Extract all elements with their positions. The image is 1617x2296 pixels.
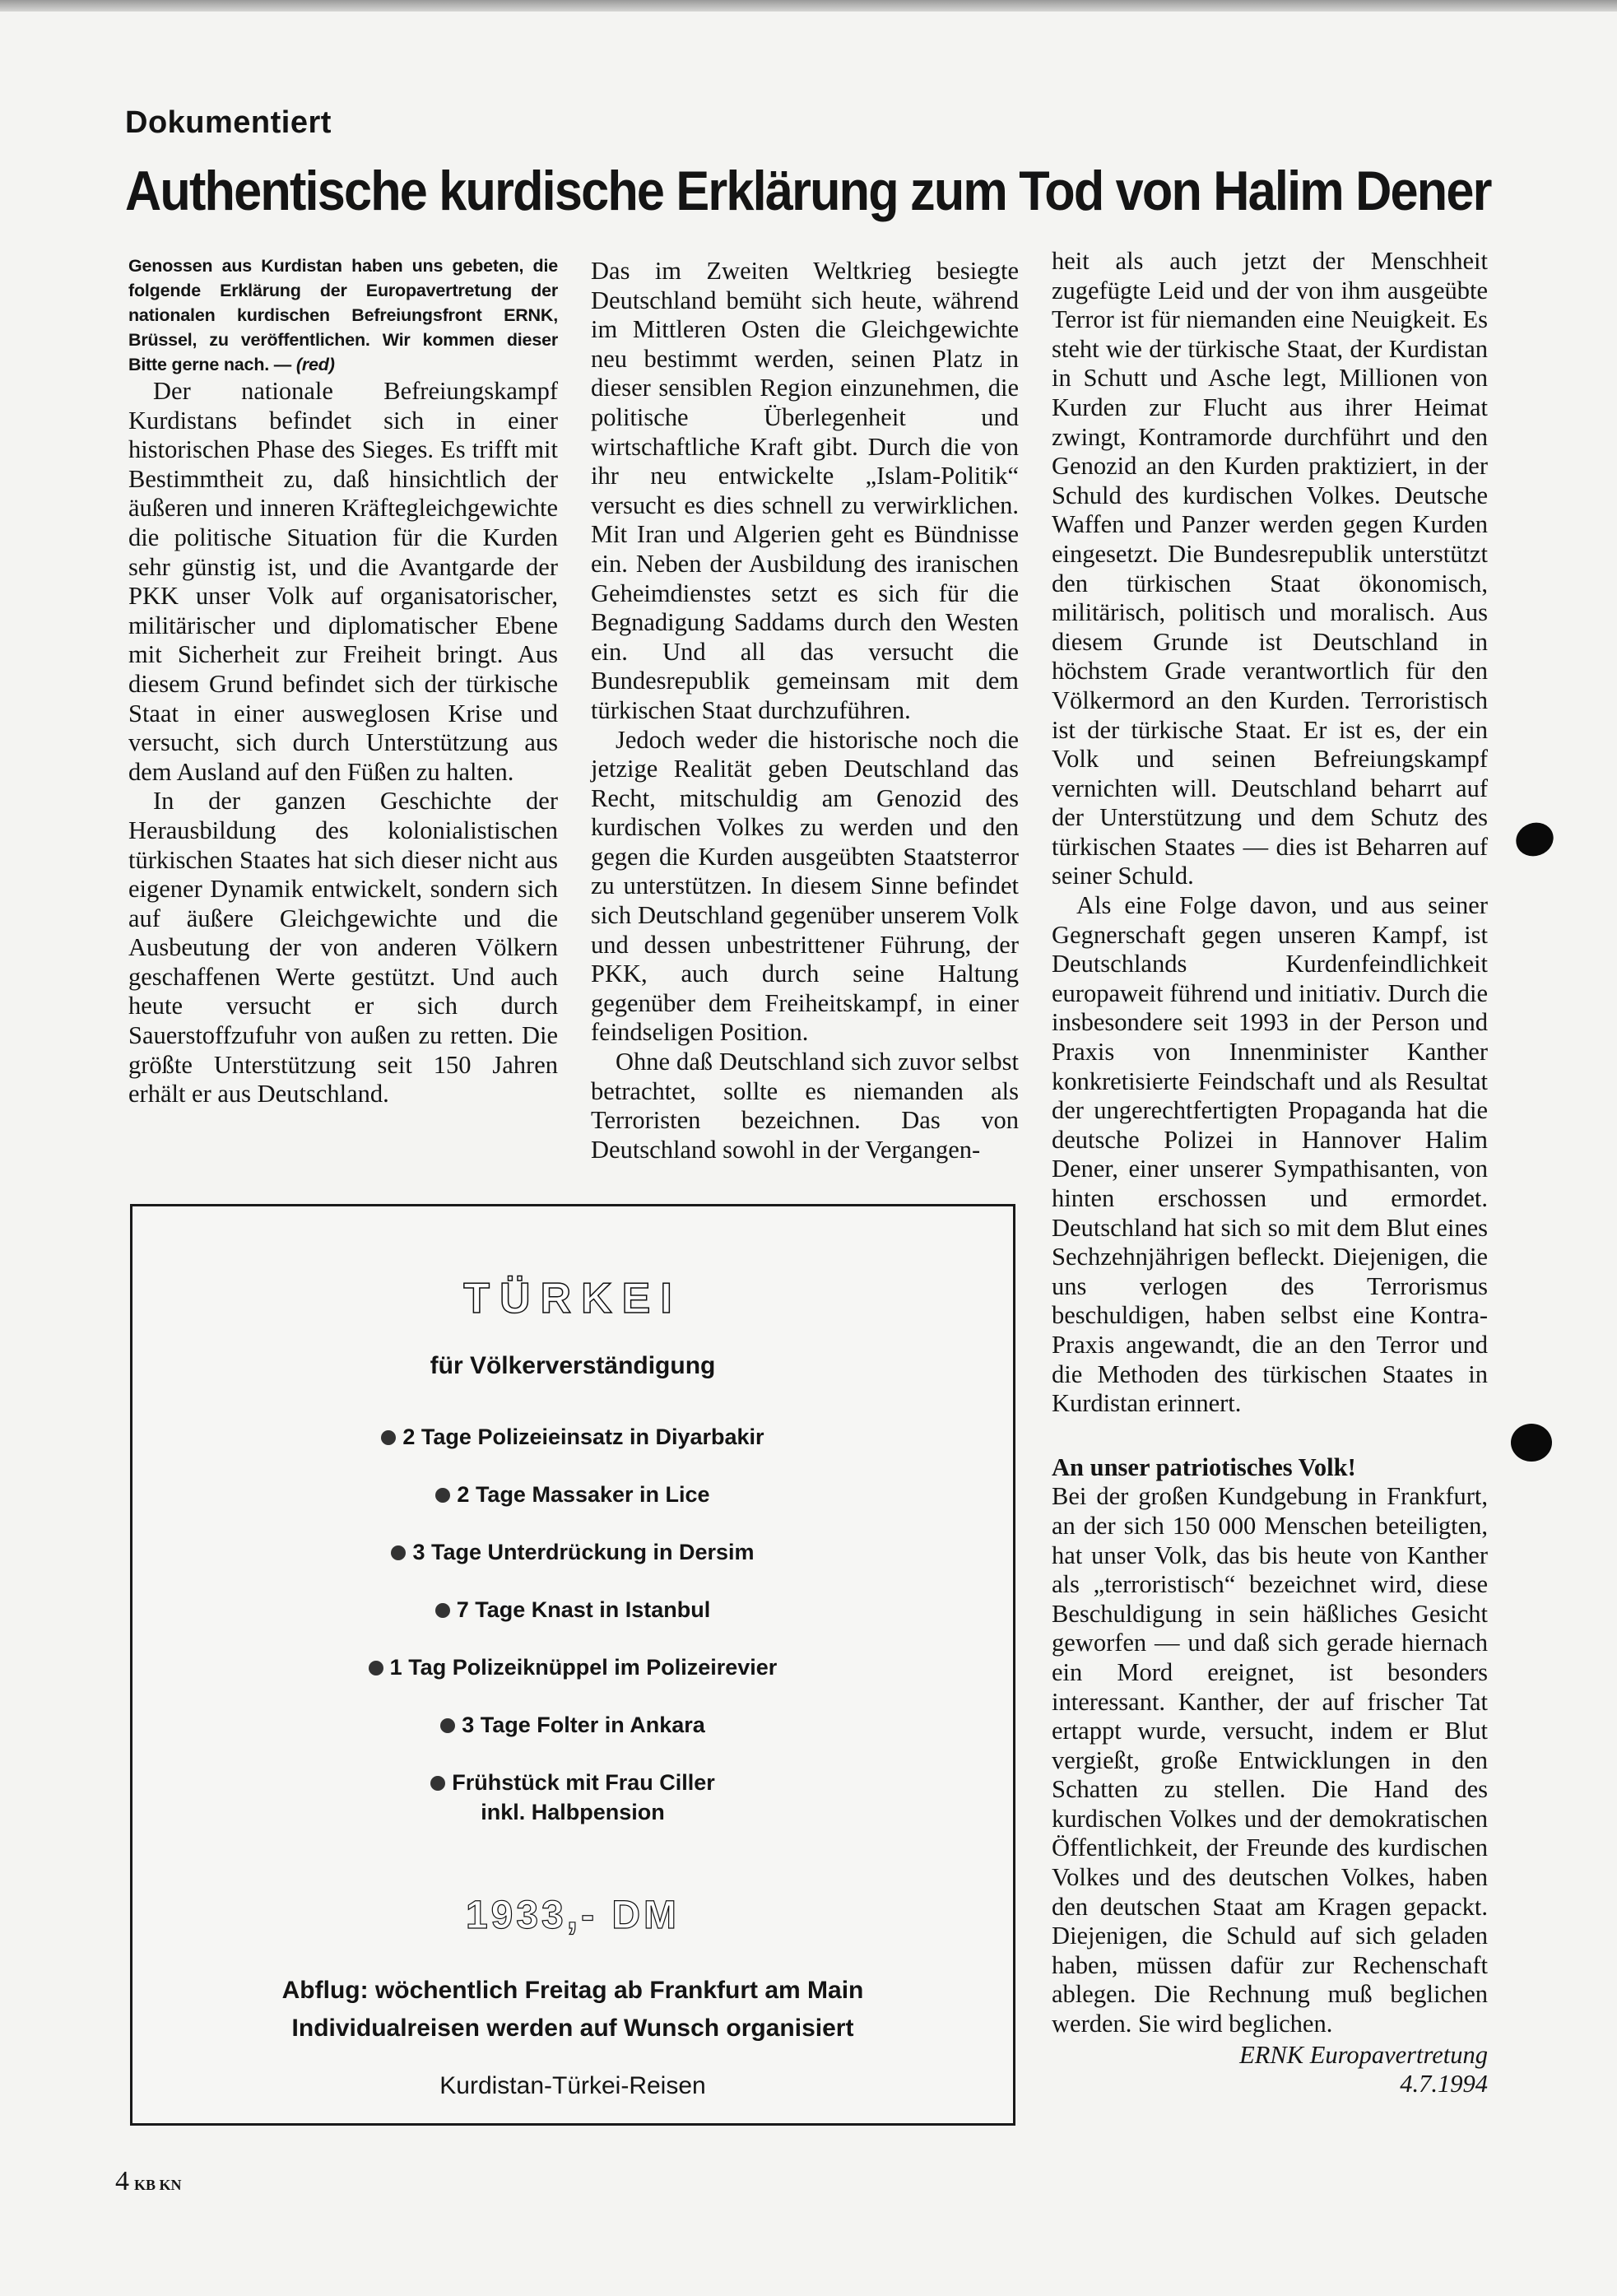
hole-punch-mark — [1511, 1424, 1552, 1462]
ad-subtitle: für Völkerverständigung — [430, 1352, 716, 1379]
intro-credit: (red) — [295, 355, 335, 374]
bullet-icon — [391, 1545, 406, 1560]
list-item — [132, 1595, 1013, 1652]
ad-company: Kurdistan-Türkei-Reisen — [439, 2072, 706, 2099]
signature-date: 4.7.1994 — [1400, 2069, 1488, 2098]
page-footer — [115, 2166, 182, 2197]
column-1 — [128, 253, 558, 1109]
ad-price-text: 1933,- DM — [465, 1894, 681, 1937]
publication-name: KB KN — [134, 2177, 182, 2193]
paragraph: Bei der großen Kundgebung in Frankfurt, an der sich 150 000 Menschen beteiligten, hat unser Volk, das bis heute von Kanther als „terroristisch“ bezeichnet wird, diese Beschuldigung in sein häßliches Gesicht geworfen — und daß sich gerade hiernach ein Mord ereignet, ist besonders interessant. Kanther, der auf frischer Tat ertappt wurde, versucht, indem er Blut vergießt, große Entwicklungen in den Schatten zu stellen. Die Hand des kurdischen Volkes und der demokratischen Öffentlichkeit, der Freunde des kurdischen Volkes und des deutschen Volkes, haben den deutschen Staat am Kragen gepackt. Diejenigen, die Schuld auf sich geladen haben, müssen dafür zur Rechenschaft ablegen. Die Rechnung muß beglichen werden. Sie wird beglichen. — [1052, 1482, 1488, 2038]
ad-flight-line: Individualreisen werden auf Wunsch organisiert — [291, 2015, 854, 2042]
ad-flight-info — [132, 1972, 1013, 2047]
list-item-text: 2 Tage Polizeieinsatz in Diyarbakir — [402, 1425, 764, 1449]
list-item — [132, 1537, 1013, 1595]
list-item-text: 3 Tage Folter in Ankara — [462, 1713, 705, 1737]
ad-flight-line: Abflug: wöchentlich Freitag ab Frankfurt am Main — [281, 1977, 864, 2004]
list-item-text: 2 Tage Massaker in Lice — [457, 1482, 710, 1507]
ad-price — [132, 1893, 1013, 1938]
list-item-text: 1 Tag Polizeiknüppel im Polizeirevier — [389, 1655, 778, 1680]
top-rule — [0, 0, 1617, 12]
list-item-extra: inkl. Halbpension — [481, 1800, 665, 1824]
list-item — [132, 1422, 1013, 1480]
bullet-icon — [381, 1430, 396, 1445]
paragraph: Ohne daß Deutschland sich zuvor selbst betrachtet, sollte es niemanden als Terroristen bezeichnen. Das von Deutschland sowohl in der Vergangen- — [591, 1048, 1019, 1164]
paragraph: In der ganzen Geschichte der Herausbildung des kolonialistischen türkischen Staates hat sich dieser nicht aus eigener Dynamik entwickelt, sondern sich auf äußere Gleichgewichte und die Ausbeutung der von anderen Völkern geschaffenen Werte gestützt. Und auch heute versucht er sich durch Sauerstoffzufuhr von außen zu retten. Die größte Unterstützung seit 150 Jahren erhält er aus Deutschland. — [128, 787, 558, 1108]
column-3 — [1052, 247, 1488, 2098]
column-2 — [591, 257, 1019, 1164]
bullet-icon — [435, 1488, 450, 1503]
paragraph: Das im Zweiten Weltkrieg besiegte Deutschland bemüht sich heute, während im Mittleren Osten die Gleichgewichte neu bestimmt werden, seinen Platz in dieser sensiblen Region einzunehmen, die politische Überlegenheit und wirtschaftliche Kraft gibt. Durch die von ihr neu entwickelte „Islam-Politik“ versucht es dies schnell zu verwirklichen. Mit Iran und Algerien geht es Bündnisse ein. Neben der Ausbildung des iranischen Geheimdienstes setzt es sich für die Begnadigung Saddams durch den Westen ein. Und all das versucht die Bundesrepublik gemeinsam mit dem türkischen Staat durchzuführen. — [591, 257, 1019, 724]
bullet-icon — [440, 1718, 455, 1733]
subhead: An unser patriotisches Volk! — [1052, 1452, 1356, 1481]
list-item — [132, 1768, 1013, 1825]
hole-punch-mark — [1512, 817, 1559, 861]
signature-block — [1052, 2041, 1488, 2098]
paragraph: Als eine Folge davon, und aus seiner Gegnerschaft gegen unseren Kampf, ist Deutschlands Kurdenfeindlichkeit europaweit führend und initiativ. Durch die insbesondere seit 1993 in der Person und Praxis von Innenminister Kanther konkretisierte Feindschaft und als Resultat der ungerechtfertigten Propaganda hat die deutsche Polizei in Hannover Halim Dener, einer unserer Sympathisanten, von hinten erschossen und ermordet. Deutschland hat sich so mit dem Blut eines Sechzehnjährigen befleckt. Diejenigen, die uns verlogen des Terrorismus beschuldigen, haben selbst eine Kontra-Praxis angewandt, die an den Terror und die Methoden des türkischen Staates in Kurdistan erinnert. — [1052, 891, 1488, 1418]
intro — [128, 253, 558, 377]
list-item-text: 3 Tage Unterdrückung in Dersim — [412, 1540, 755, 1564]
headline: Authentische kurdische Erklärung zum Tod von Halim Dener — [125, 160, 1491, 222]
list-item — [132, 1480, 1013, 1537]
kicker: Dokumentiert — [125, 105, 332, 140]
list-item — [132, 1710, 1013, 1768]
page-number: 4 — [115, 2166, 129, 2196]
bullet-icon — [430, 1776, 445, 1791]
ad-title-text: TÜRKEI — [463, 1275, 682, 1322]
bullet-icon — [369, 1661, 383, 1676]
paragraph: Jedoch weder die historische noch die jetzige Realität geben Deutschland das Recht, mitschuldig am Genozid des kurdischen Volkes zu werden und den gegen die Kurden ausgeübten Staatsterror zu unterstützen. In diesem Sinne befindet sich Deutschland gegenüber unserem Volk und dessen unbestrittener Führung, der PKK, auch durch seine Haltung gegenüber dem Freiheitskampf, in einer feindseligen Position. — [591, 725, 1019, 1047]
list-item-text: Frühstück mit Frau Ciller — [452, 1770, 715, 1795]
signature: ERNK Europavertretung — [1239, 2040, 1488, 2069]
intro-text: Genossen aus Kurdistan haben uns gebeten, die folgende Erklärung der Europavertretung der nationalen kurdischen Befreiungsfront ERNK, Brüssel, zu veröffentlichen. Wir kommen dieser Bitte gerne nach. — — [128, 256, 558, 374]
satirical-advertisement — [130, 1204, 1015, 2126]
ad-list — [132, 1422, 1013, 1825]
list-item — [132, 1652, 1013, 1710]
paragraph: heit als auch jetzt der Menschheit zugefügte Leid und der von ihm ausgeübte Terror ist für niemanden eine Neuigkeit. Es steht wie der türkische Staat, der Kurdistan in Schutt und Asche legt, Millionen von Kurden zur Flucht aus ihrer Heimat zwingt, Kontramorde durchführt und den Genozid an den Kurden praktiziert, in der Schuld des kurdischen Volkes. Deutsche Waffen und Panzer werden gegen Kurden eingesetzt. Die Bundesrepublik unterstützt den türkischen Staat ökonomisch, militärisch, politisch und moralisch. Aus diesem Grunde ist Deutschland in höchstem Grade verantwortlich für den Völkermord an den Kurden. Terroristisch ist der türkische Staat. Er ist es, der ein Volk und seinen Befreiungskampf vernichten will. Deutschland beharrt auf der Unterstützung und dem Schutz des türkischen Staates — dies ist Beharren auf seiner Schuld. — [1052, 247, 1488, 890]
paragraph: Der nationale Befreiungskampf Kurdistans befindet sich in einer historischen Phase des Sieges. Es trifft mit Bestimmtheit zu, daß hinsichtlich der äußeren und inneren Kräftegleichgewichte die politische Situation für die Kurden sehr günstig ist, und die Avantgarde der PKK unser Volk auf organisatorischer, militärischer und diplomatischer Ebene mit Sicherheit zur Freiheit bringt. Aus diesem Grund befindet sich der türkische Staat in einer ausweglosen Krise und versucht, sich durch Unterstützung aus dem Ausland auf den Füßen zu halten. — [128, 377, 558, 786]
bullet-icon — [435, 1603, 450, 1618]
list-item-text: 7 Tage Knast in Istanbul — [456, 1597, 711, 1622]
ad-title — [132, 1274, 1013, 1323]
